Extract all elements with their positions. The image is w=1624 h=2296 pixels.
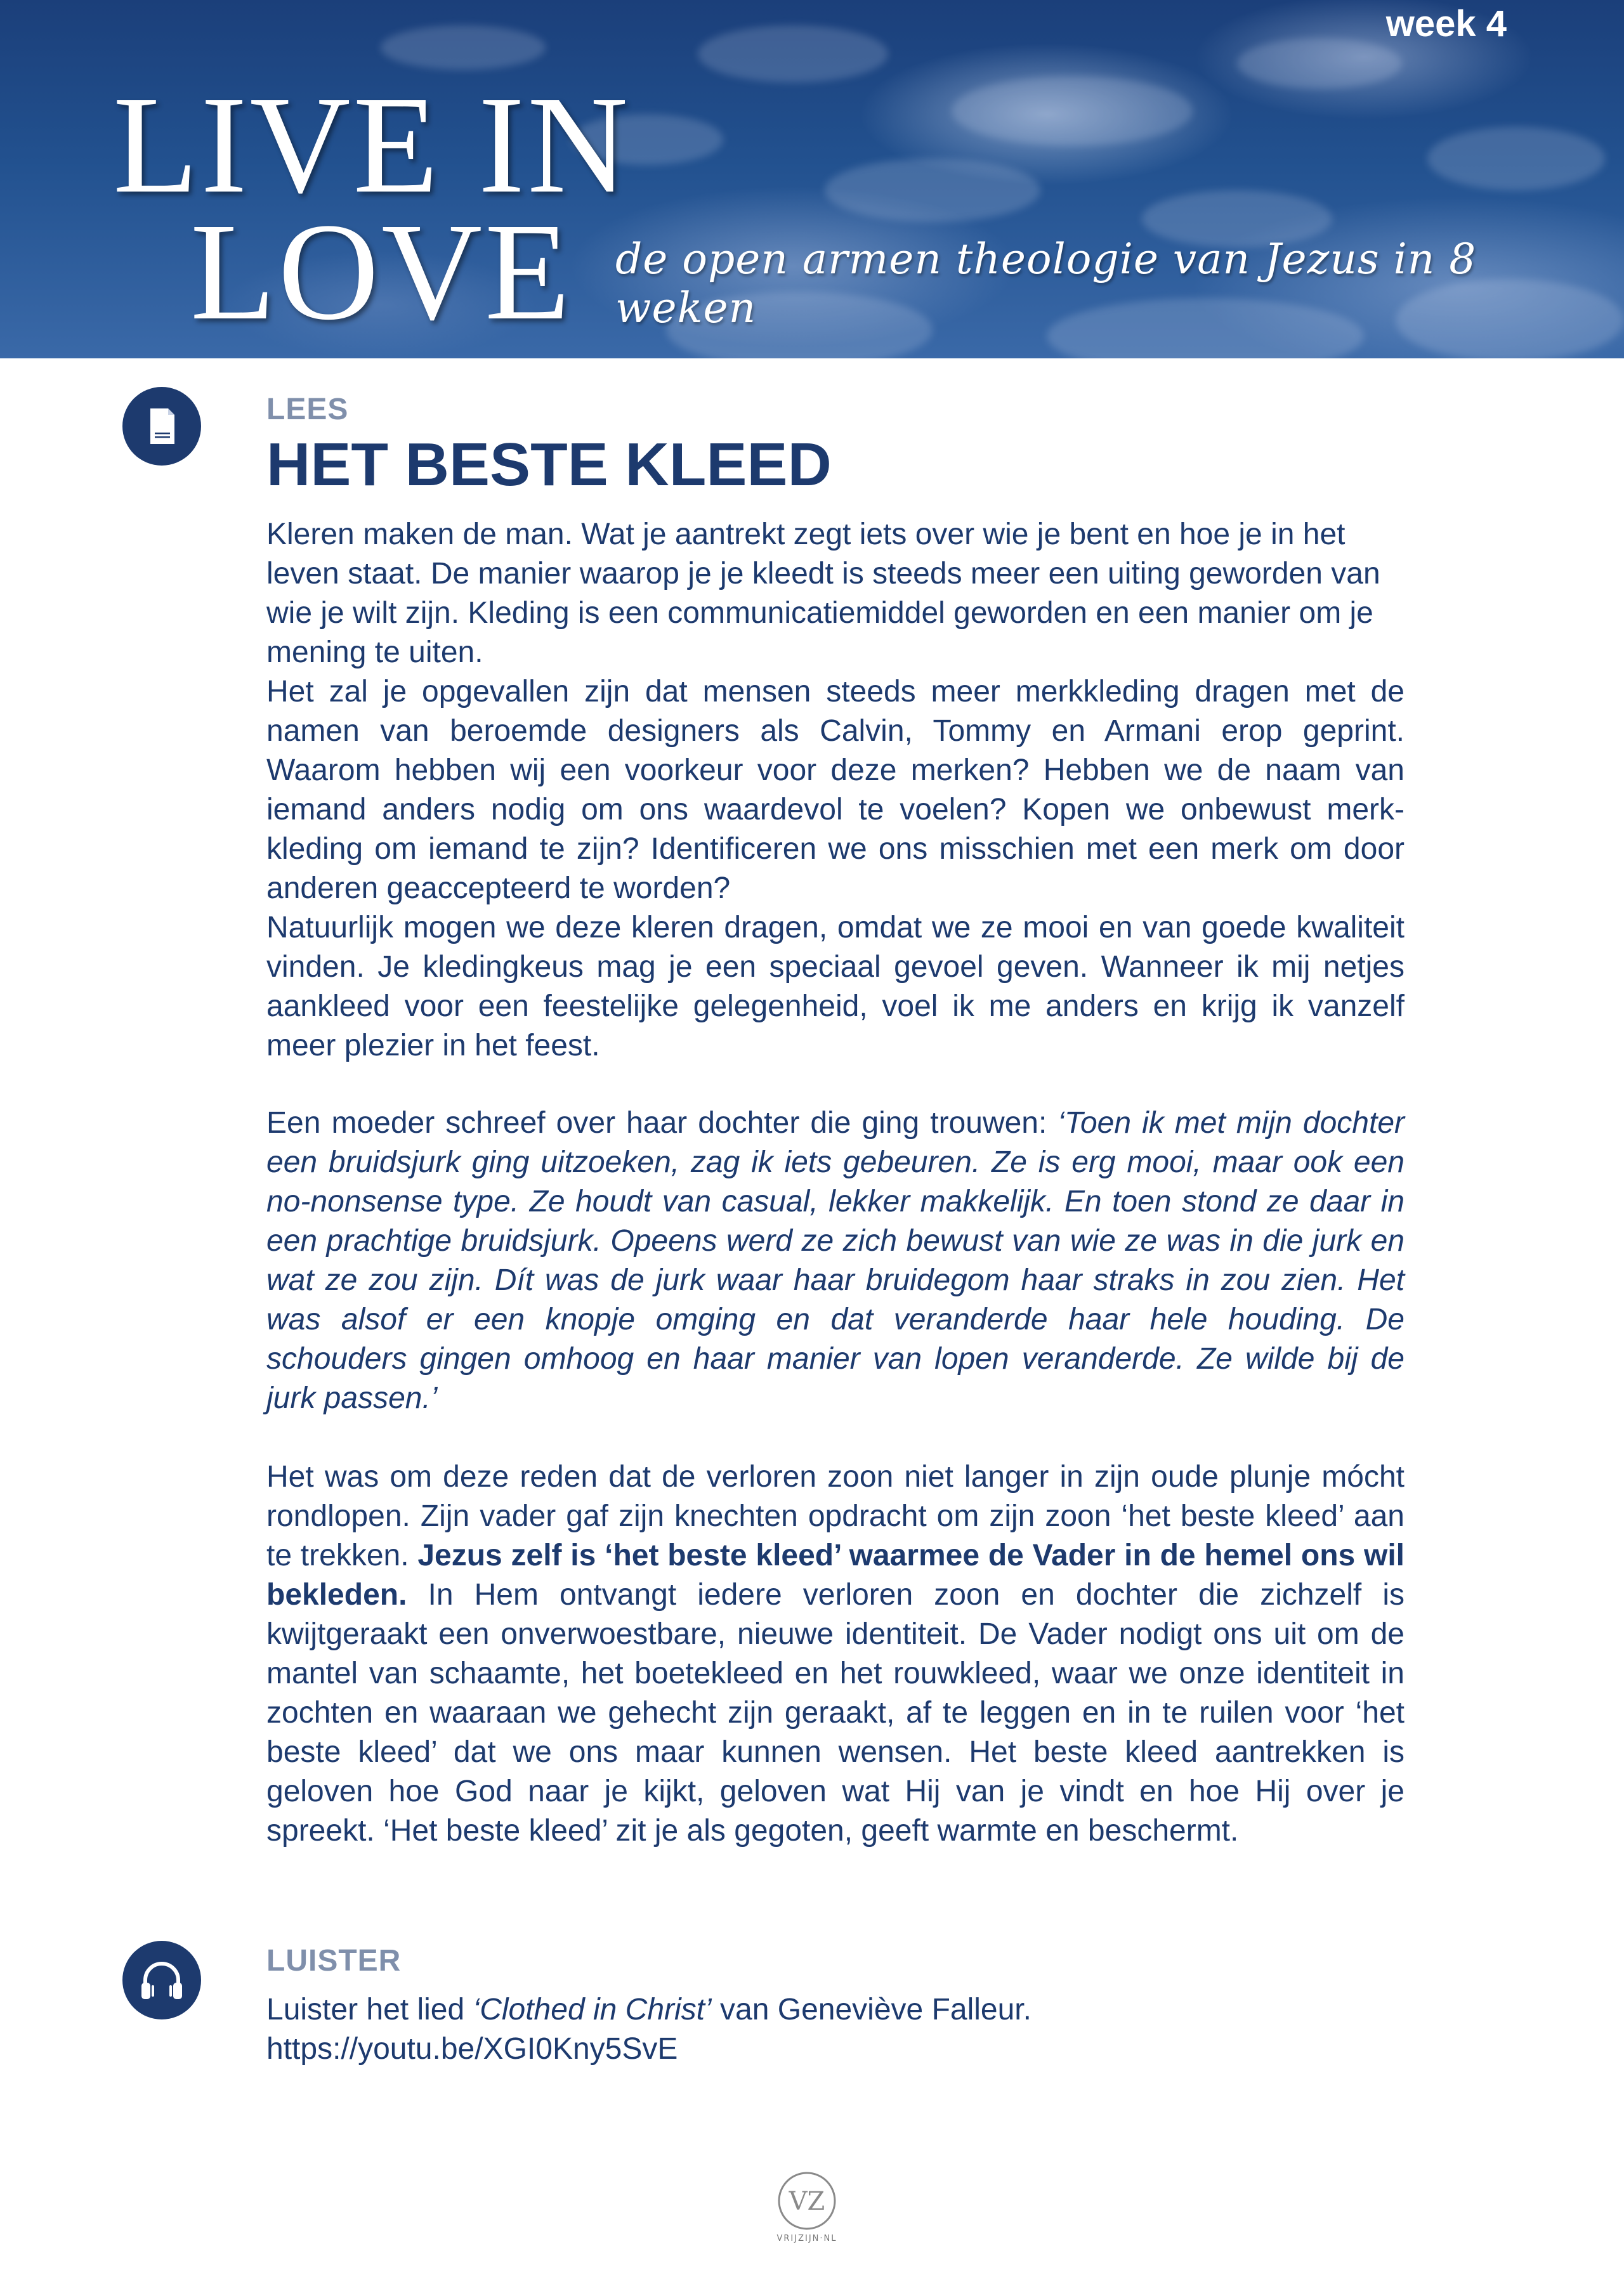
listen-artist: van Geneviève Falleur. [711,1993,1031,2026]
paragraph-5-end: In Hem ontvangt iedere verloren zoon en dochter die zichzelf is kwijtgeraakt een onverwoestbare, nieuwe identiteit. De Vader nodigt ons uit om de mantel van schaamte, het boetekleed en het rouwkleed, waar we onze identiteit in zochten en waaraan we gehecht zijn geraakt, af te leggen en in te ruilen voor ‘het beste kleed’ dat we ons maar kunnen wensen. Het beste kleed aantrekken is geloven hoe God naar je kijkt, geloven wat Hij van je vindt en hoe Hij over je spreekt. ‘Het beste kleed’ zit je als gegoten, geeft warmte en beschermt. [266,1578,1405,1848]
listen-intro: Luister het lied [266,1993,473,2026]
document-icon [122,387,201,466]
paragraph-3 [266,908,1405,1066]
section-label-listen: LUISTER [266,1944,402,1978]
series-title-line2: LOVE [190,194,573,349]
paragraph-5 [266,1458,1405,1851]
series-tagline: de open armen theologie van Jezus in 8 weken [615,235,1477,332]
listen-text [266,1990,1031,2069]
headphones-icon [122,1941,201,2019]
paragraph-5-start: Het was om deze reden dat de verloren zoon niet langer in zijn oude plunje mócht rondlopen. Zijn vader gaf zijn knechten opdracht om zijn zoon ‘het beste kleed’ aan te trekken. [266,1460,1405,1572]
week-label: week 4 [1385,3,1507,44]
paragraph-4-quote: ‘Toen ik met mijn dochter een bruidsjurk ging uitzoeken, zag ik iets gebeuren. Ze is erg mooi, maar ook een no-nonsense type. Ze houdt van casual, lekker makkelijk. En toen stond ze daar in een prachtige bruidsjurk. Opeens werd ze zich bewust van wie ze was in die jurk en wat ze zou zijn. Dít was de jurk waar haar bruidegom haar straks in zou zien. Het was alsof er een knopje omging en dat veranderde haar hele houding. De schouders gingen omhoog en haar manier van lopen veranderde. Ze wilde bij de jurk passen.’ [266,1106,1405,1415]
paragraph-1-text: Kleren maken de man. Wat je aantrekt zegt iets over wie je bent en hoe je in het leven staat. De manier waarop je je kleedt is steeds meer een uiting geworden van wie je wilt zijn. Kleding is een communicatiemiddel geworden en een manier om je mening te uiten. [266,518,1380,669]
paragraph-2 [266,672,1405,908]
song-title: ‘Clothed in Christ’ [473,1993,712,2026]
paragraph-1 [266,515,1405,672]
series-title-line1: LIVE IN [113,67,631,222]
paragraph-4-intro: Een moeder schreef over haar dochter die ging trouwen: [266,1106,1058,1140]
vz-logo-icon [775,2169,839,2245]
paragraph-5-emphasis: Jezus zelf is ‘het beste kleed’ waarmee de Vader in de hemel ons wil bekleden. [266,1539,1405,1612]
paragraph-4 [266,1104,1405,1418]
song-link[interactable]: https://youtu.be/XGI0Kny5SvE [266,2032,678,2066]
paragraph-2-text: Het zal je opgevallen zijn dat mensen steeds meer merkkleding dragen met de namen van beroemde designers als Calvin, Tommy en Armani erop geprint. Waarom hebben wij een voorkeur voor deze merken? Hebben we de naam van iemand anders nodig om ons waardevol te voelen? Kopen we onbewust merkkleding om iemand te zijn? Identificeren we ons misschien met een merk om door anderen geaccepteerd te worden? [266,675,1405,905]
section-label-read: LEES [266,393,349,426]
logo-letters: VZ [789,2187,825,2216]
logo-caption: VRIJZIJN·NL [776,2234,837,2243]
paragraph-3-text: Natuurlijk mogen we deze kleren dragen, omdat we ze mooi en van goede kwaliteit vinden. Je kledingkeus mag je een speciaal gevoel geven. Wanneer ik mij netjes aankleed voor een feestelijke gelegenheid, voel ik me anders en krijg ik vanzelf meer plezier in het feest. [266,911,1405,1062]
article-title: HET BESTE KLEED [266,431,832,499]
header-banner [0,0,1624,358]
